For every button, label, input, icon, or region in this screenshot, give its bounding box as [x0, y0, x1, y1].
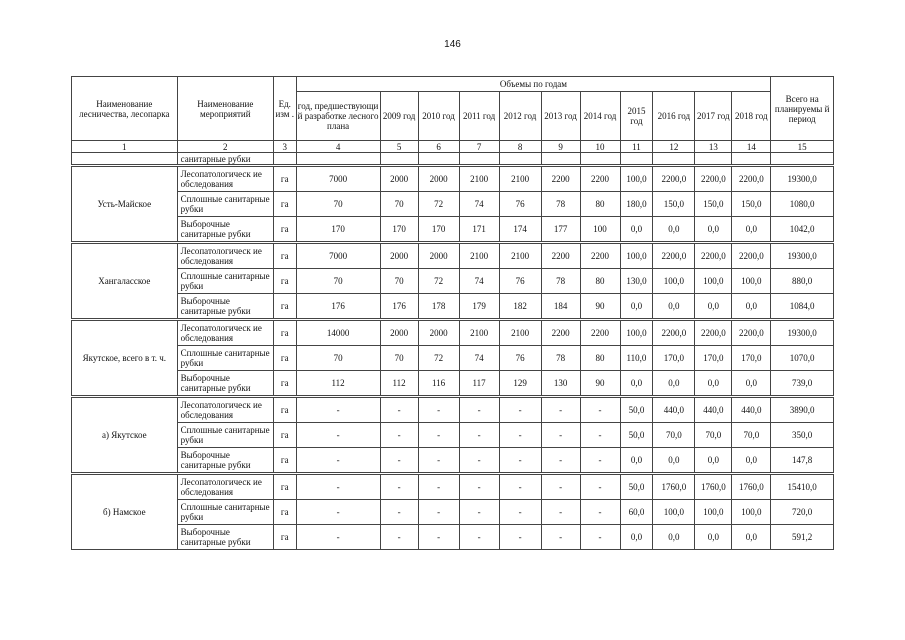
measure-name: Выборочные санитарные рубки — [177, 525, 273, 550]
value-cell: - — [418, 474, 459, 500]
table-row — [72, 192, 834, 217]
value-cell: 78 — [541, 346, 580, 371]
unit-cell: га — [274, 346, 297, 371]
value-cell: 0,0 — [695, 217, 732, 243]
value-cell: - — [296, 423, 380, 448]
value-cell: 174 — [499, 217, 541, 243]
value-cell: - — [580, 448, 620, 474]
value-cell: 170,0 — [653, 346, 695, 371]
value-cell: - — [459, 397, 499, 423]
table-row — [72, 397, 834, 423]
measure-name: Лесопатологическ ие обследования — [177, 166, 273, 192]
header-year: 2014 год — [580, 92, 620, 141]
value-cell: 171 — [459, 217, 499, 243]
value-cell: 70 — [296, 269, 380, 294]
column-number: 11 — [620, 141, 653, 153]
value-cell: 720,0 — [771, 500, 834, 525]
measure-name: Сплошные санитарные рубки — [177, 423, 273, 448]
value-cell: 50,0 — [620, 423, 653, 448]
value-cell: 50,0 — [620, 474, 653, 500]
value-cell: - — [499, 397, 541, 423]
value-cell: 0,0 — [695, 525, 732, 550]
value-cell: 129 — [499, 371, 541, 397]
value-cell: 184 — [541, 294, 580, 320]
value-cell: 70 — [296, 346, 380, 371]
table-row — [72, 525, 834, 550]
value-cell: 72 — [418, 269, 459, 294]
value-cell: - — [541, 474, 580, 500]
table-row — [72, 166, 834, 192]
value-cell: 0,0 — [732, 371, 771, 397]
forestry-name: Хангаласское — [72, 243, 178, 320]
value-cell: 2200,0 — [695, 320, 732, 346]
table-row — [72, 346, 834, 371]
header-year: 2017 год — [695, 92, 732, 141]
value-cell: 130,0 — [620, 269, 653, 294]
value-cell: - — [499, 474, 541, 500]
value-cell: 2000 — [418, 320, 459, 346]
measure-name: Лесопатологическ ие обследования — [177, 243, 273, 269]
value-cell: 2200,0 — [732, 166, 771, 192]
column-number: 7 — [459, 141, 499, 153]
value-cell: 90 — [580, 294, 620, 320]
value-cell: 2200 — [541, 243, 580, 269]
value-cell: 0,0 — [653, 525, 695, 550]
value-cell: 2000 — [380, 166, 418, 192]
measure-name: Лесопатологическ ие обследования — [177, 397, 273, 423]
value-cell: 7000 — [296, 166, 380, 192]
header-year: 2009 год — [380, 92, 418, 141]
value-cell: - — [296, 474, 380, 500]
value-cell: 100,0 — [653, 269, 695, 294]
value-cell: 2200,0 — [653, 320, 695, 346]
value-cell: 880,0 — [771, 269, 834, 294]
value-cell: - — [418, 423, 459, 448]
header-unit: Ед. изм . — [274, 77, 297, 141]
table-row — [72, 294, 834, 320]
unit-cell: га — [274, 448, 297, 474]
value-cell: - — [541, 423, 580, 448]
unit-cell: га — [274, 474, 297, 500]
value-cell: 0,0 — [653, 448, 695, 474]
value-cell: 2200,0 — [732, 320, 771, 346]
value-cell: 1042,0 — [771, 217, 834, 243]
value-cell: 100,0 — [695, 269, 732, 294]
value-cell: 2200 — [541, 320, 580, 346]
measure-name: Лесопатологическ ие обследования — [177, 320, 273, 346]
table-row — [72, 243, 834, 269]
value-cell: 2200,0 — [653, 166, 695, 192]
value-cell: 2000 — [418, 243, 459, 269]
value-cell: 50,0 — [620, 397, 653, 423]
measure-name: Выборочные санитарные рубки — [177, 371, 273, 397]
column-number: 2 — [177, 141, 273, 153]
value-cell: 1080,0 — [771, 192, 834, 217]
value-cell: 1070,0 — [771, 346, 834, 371]
value-cell: 0,0 — [732, 294, 771, 320]
unit-cell: га — [274, 525, 297, 550]
value-cell: 19300,0 — [771, 166, 834, 192]
value-cell: 2100 — [459, 243, 499, 269]
value-cell: 19300,0 — [771, 320, 834, 346]
header-year: 2012 год — [499, 92, 541, 141]
value-cell: 76 — [499, 269, 541, 294]
forest-measures-table — [71, 76, 834, 550]
value-cell: 170 — [380, 217, 418, 243]
value-cell: 70,0 — [732, 423, 771, 448]
table-row — [72, 217, 834, 243]
value-cell: 178 — [418, 294, 459, 320]
column-number: 8 — [499, 141, 541, 153]
table-row — [72, 269, 834, 294]
forestry-name: Якутское, всего в т. ч. — [72, 320, 178, 397]
value-cell: 2200 — [541, 166, 580, 192]
value-cell: 112 — [296, 371, 380, 397]
continuation-row — [72, 153, 834, 166]
value-cell: 70 — [380, 346, 418, 371]
value-cell: 147,8 — [771, 448, 834, 474]
value-cell: 80 — [580, 192, 620, 217]
value-cell: 2200,0 — [732, 243, 771, 269]
column-number: 13 — [695, 141, 732, 153]
value-cell: 130 — [541, 371, 580, 397]
header-year: 2011 год — [459, 92, 499, 141]
value-cell: 80 — [580, 269, 620, 294]
value-cell: 110,0 — [620, 346, 653, 371]
table-row — [72, 500, 834, 525]
value-cell: 2200,0 — [653, 243, 695, 269]
value-cell: 177 — [541, 217, 580, 243]
value-cell: 1760,0 — [653, 474, 695, 500]
value-cell: - — [580, 474, 620, 500]
value-cell: 100,0 — [620, 243, 653, 269]
value-cell: 112 — [380, 371, 418, 397]
table-row — [72, 448, 834, 474]
value-cell: 90 — [580, 371, 620, 397]
value-cell: - — [580, 500, 620, 525]
value-cell: - — [380, 423, 418, 448]
measure-name: Сплошные санитарные рубки — [177, 500, 273, 525]
value-cell: - — [499, 500, 541, 525]
header-year: 2016 год — [653, 92, 695, 141]
value-cell: 100,0 — [620, 320, 653, 346]
value-cell: 74 — [459, 192, 499, 217]
header-year: 2018 год — [732, 92, 771, 141]
header-measure: Наименование мероприятий — [177, 77, 273, 141]
value-cell: - — [459, 500, 499, 525]
value-cell: 440,0 — [695, 397, 732, 423]
value-cell: 72 — [418, 192, 459, 217]
header-year: 2010 год — [418, 92, 459, 141]
column-number: 14 — [732, 141, 771, 153]
header-year: 2015 год — [620, 92, 653, 141]
column-number: 6 — [418, 141, 459, 153]
value-cell: 72 — [418, 346, 459, 371]
value-cell: 176 — [296, 294, 380, 320]
column-number: 10 — [580, 141, 620, 153]
unit-cell: га — [274, 371, 297, 397]
value-cell: - — [380, 474, 418, 500]
value-cell: 182 — [499, 294, 541, 320]
value-cell: 0,0 — [653, 217, 695, 243]
value-cell: 74 — [459, 269, 499, 294]
value-cell: 0,0 — [732, 525, 771, 550]
header-volumes: Объемы по годам — [296, 77, 771, 92]
unit-cell: га — [274, 320, 297, 346]
value-cell: - — [418, 525, 459, 550]
value-cell: 0,0 — [620, 294, 653, 320]
value-cell: 440,0 — [732, 397, 771, 423]
table-row — [72, 320, 834, 346]
value-cell: - — [541, 397, 580, 423]
value-cell: - — [459, 423, 499, 448]
value-cell: - — [459, 474, 499, 500]
value-cell: 74 — [459, 346, 499, 371]
measure-name: Выборочные санитарные рубки — [177, 217, 273, 243]
value-cell: - — [499, 525, 541, 550]
unit-cell: га — [274, 423, 297, 448]
value-cell: 2100 — [459, 166, 499, 192]
value-cell: 0,0 — [695, 448, 732, 474]
value-cell: 2200 — [580, 166, 620, 192]
value-cell: 100,0 — [653, 500, 695, 525]
header-total: Всего на планируемы й период — [771, 77, 834, 141]
value-cell: 2100 — [499, 243, 541, 269]
value-cell: 2200,0 — [695, 243, 732, 269]
header-forestry: Наименование лесничества, лесопарка — [72, 77, 178, 141]
measure-name: Выборочные санитарные рубки — [177, 294, 273, 320]
column-number: 1 — [72, 141, 178, 153]
value-cell: 15410,0 — [771, 474, 834, 500]
forestry-name: б) Намское — [72, 474, 178, 550]
header-year: 2013 год — [541, 92, 580, 141]
value-cell: 2200 — [580, 243, 620, 269]
column-numbers-row — [72, 141, 834, 153]
value-cell: 3890,0 — [771, 397, 834, 423]
value-cell: 0,0 — [620, 217, 653, 243]
value-cell: 150,0 — [732, 192, 771, 217]
table-row — [72, 423, 834, 448]
continuation-text: санитарные рубки — [177, 153, 273, 166]
measure-name: Сплошные санитарные рубки — [177, 346, 273, 371]
value-cell: 170 — [296, 217, 380, 243]
value-cell: 70 — [296, 192, 380, 217]
value-cell: 76 — [499, 192, 541, 217]
value-cell: 0,0 — [732, 217, 771, 243]
value-cell: 0,0 — [620, 448, 653, 474]
value-cell: 2200 — [580, 320, 620, 346]
value-cell: 14000 — [296, 320, 380, 346]
value-cell: 179 — [459, 294, 499, 320]
value-cell: - — [541, 448, 580, 474]
unit-cell: га — [274, 217, 297, 243]
unit-cell: га — [274, 500, 297, 525]
value-cell: 2000 — [380, 320, 418, 346]
value-cell: 60,0 — [620, 500, 653, 525]
unit-cell: га — [274, 166, 297, 192]
value-cell: - — [499, 423, 541, 448]
value-cell: 0,0 — [695, 294, 732, 320]
value-cell: - — [296, 500, 380, 525]
value-cell: 2000 — [380, 243, 418, 269]
measure-name: Выборочные санитарные рубки — [177, 448, 273, 474]
column-number: 3 — [274, 141, 297, 153]
value-cell: 150,0 — [695, 192, 732, 217]
value-cell: - — [418, 448, 459, 474]
column-number: 5 — [380, 141, 418, 153]
value-cell: 2100 — [499, 166, 541, 192]
column-number: 4 — [296, 141, 380, 153]
value-cell: 350,0 — [771, 423, 834, 448]
value-cell: 78 — [541, 192, 580, 217]
value-cell: 19300,0 — [771, 243, 834, 269]
value-cell: 0,0 — [653, 294, 695, 320]
column-number: 15 — [771, 141, 834, 153]
value-cell: - — [418, 500, 459, 525]
unit-cell: га — [274, 397, 297, 423]
value-cell: - — [580, 397, 620, 423]
header-prev-year: год, предшествующи й разработке лесного плана — [296, 92, 380, 141]
value-cell: - — [580, 423, 620, 448]
unit-cell: га — [274, 294, 297, 320]
value-cell: 739,0 — [771, 371, 834, 397]
forestry-name: Усть-Майское — [72, 166, 178, 243]
value-cell: 2100 — [499, 320, 541, 346]
value-cell: 70 — [380, 192, 418, 217]
value-cell: 0,0 — [695, 371, 732, 397]
unit-cell: га — [274, 192, 297, 217]
value-cell: - — [380, 500, 418, 525]
value-cell: 170 — [418, 217, 459, 243]
value-cell: 100,0 — [620, 166, 653, 192]
value-cell: 2100 — [459, 320, 499, 346]
value-cell: - — [459, 525, 499, 550]
value-cell: 180,0 — [620, 192, 653, 217]
value-cell: 70 — [380, 269, 418, 294]
value-cell: - — [541, 525, 580, 550]
value-cell: 116 — [418, 371, 459, 397]
table-row — [72, 474, 834, 500]
value-cell: 1760,0 — [732, 474, 771, 500]
value-cell: - — [541, 500, 580, 525]
value-cell: 0,0 — [732, 448, 771, 474]
value-cell: 80 — [580, 346, 620, 371]
unit-cell: га — [274, 269, 297, 294]
value-cell: 100,0 — [695, 500, 732, 525]
value-cell: 2200,0 — [695, 166, 732, 192]
value-cell: 150,0 — [653, 192, 695, 217]
value-cell: - — [418, 397, 459, 423]
value-cell: 117 — [459, 371, 499, 397]
page-number: 146 — [444, 39, 461, 50]
value-cell: 100,0 — [732, 500, 771, 525]
value-cell: - — [580, 525, 620, 550]
column-number: 12 — [653, 141, 695, 153]
value-cell: - — [459, 448, 499, 474]
measure-name: Сплошные санитарные рубки — [177, 192, 273, 217]
value-cell: 0,0 — [620, 525, 653, 550]
value-cell: 76 — [499, 346, 541, 371]
value-cell: 170,0 — [695, 346, 732, 371]
value-cell: 100 — [580, 217, 620, 243]
table-row — [72, 371, 834, 397]
value-cell: 70,0 — [695, 423, 732, 448]
value-cell: - — [380, 448, 418, 474]
forestry-name: а) Якутское — [72, 397, 178, 474]
value-cell: 1084,0 — [771, 294, 834, 320]
value-cell: - — [296, 397, 380, 423]
value-cell: 100,0 — [732, 269, 771, 294]
value-cell: 1760,0 — [695, 474, 732, 500]
value-cell: - — [296, 448, 380, 474]
measure-name: Сплошные санитарные рубки — [177, 269, 273, 294]
value-cell: 0,0 — [620, 371, 653, 397]
value-cell: - — [380, 397, 418, 423]
value-cell: 440,0 — [653, 397, 695, 423]
value-cell: 78 — [541, 269, 580, 294]
value-cell: 70,0 — [653, 423, 695, 448]
value-cell: - — [380, 525, 418, 550]
value-cell: - — [296, 525, 380, 550]
value-cell: - — [499, 448, 541, 474]
column-number: 9 — [541, 141, 580, 153]
value-cell: 176 — [380, 294, 418, 320]
value-cell: 7000 — [296, 243, 380, 269]
value-cell: 591,2 — [771, 525, 834, 550]
unit-cell: га — [274, 243, 297, 269]
value-cell: 2000 — [418, 166, 459, 192]
value-cell: 170,0 — [732, 346, 771, 371]
value-cell: 0,0 — [653, 371, 695, 397]
measure-name: Лесопатологическ ие обследования — [177, 474, 273, 500]
